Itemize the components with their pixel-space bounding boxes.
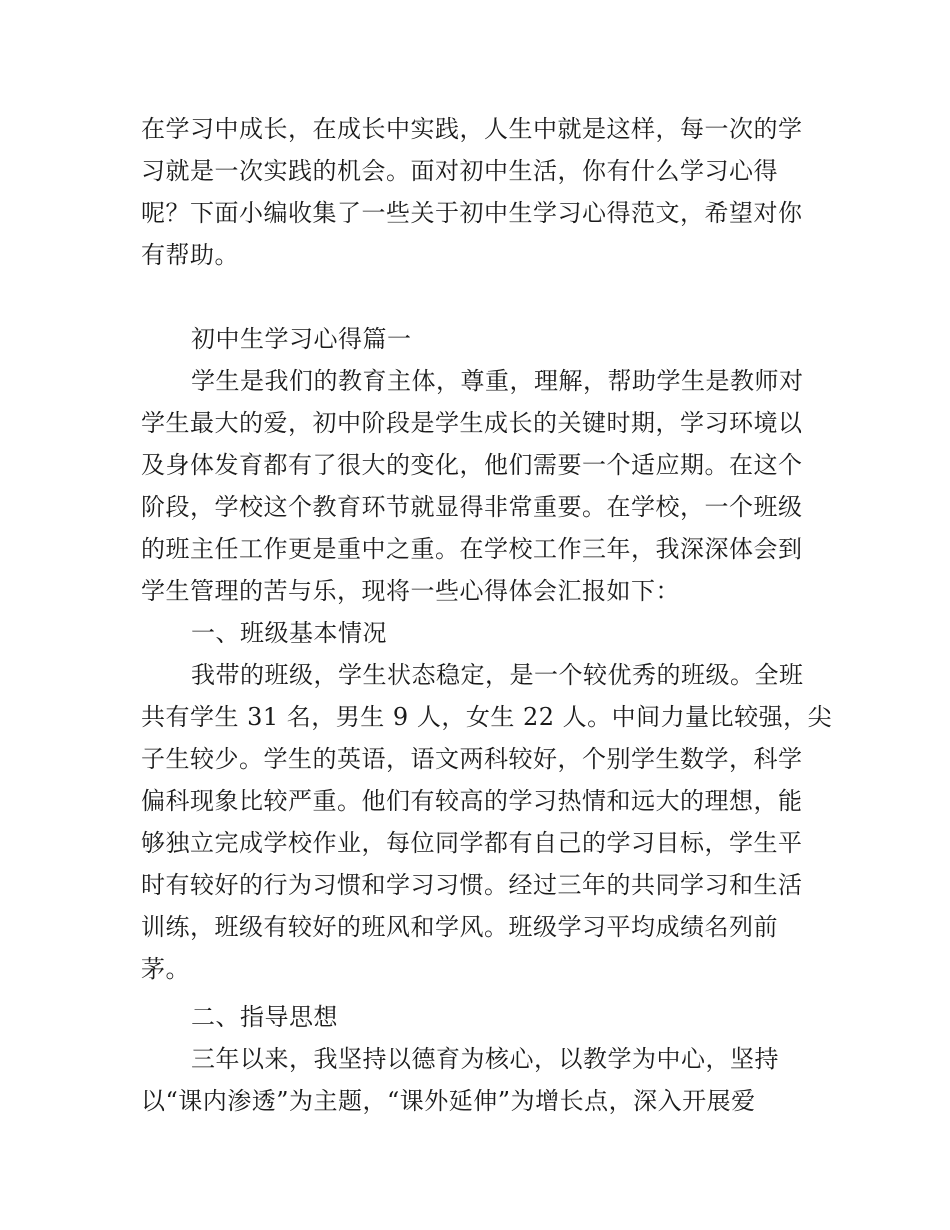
intro-line-3: 呢？下面小编收集了一些关于初中生学习心得范文，希望对你	[141, 199, 803, 227]
para1-line-3: 及身体发育都有了很大的变化，他们需要一个适应期。在这个	[141, 451, 803, 479]
para3-line-2: 以“课内渗透”为主题，“课外延伸”为增长点，深入开展爱	[141, 1087, 756, 1115]
para2-line-3: 子生较少。学生的英语，语文两科较好，个别学生数学，科学	[141, 745, 803, 773]
para2-line-2: 共有学生 31 名，男生 9 人，女生 22 人。中间力量比较强，尖	[141, 703, 833, 731]
para2-line-7: 训练，班级有较好的班风和学风。班级学习平均成绩名列前	[141, 913, 778, 941]
section-title: 初中生学习心得篇一	[191, 325, 412, 353]
intro-line-2: 习就是一次实践的机会。面对初中生活，你有什么学习心得	[141, 157, 778, 185]
para2-line-8: 茅。	[141, 955, 190, 983]
para2-line-6: 时有较好的行为习惯和学习习惯。经过三年的共同学习和生活	[141, 871, 803, 899]
para1-line-5: 的班主任工作更是重中之重。在学校工作三年，我深深体会到	[141, 535, 803, 563]
para1-line-6: 学生管理的苦与乐，现将一些心得体会汇报如下：	[141, 577, 680, 605]
intro-line-4: 有帮助。	[141, 241, 239, 269]
para2-line-5: 够独立完成学校作业，每位同学都有自己的学习目标，学生平	[141, 829, 803, 857]
heading-guiding-thought: 二、指导思想	[191, 1003, 338, 1031]
heading-class-situation: 一、班级基本情况	[191, 619, 387, 647]
para3-line-1: 三年以来，我坚持以德育为核心，以教学为中心，坚持	[191, 1045, 779, 1073]
para1-line-4: 阶段，学校这个教育环节就显得非常重要。在学校，一个班级	[141, 493, 803, 521]
intro-line-1: 在学习中成长，在成长中实践，人生中就是这样，每一次的学	[141, 115, 803, 143]
para2-line-4: 偏科现象比较严重。他们有较高的学习热情和远大的理想，能	[141, 787, 803, 815]
para2-line-1: 我带的班级，学生状态稳定，是一个较优秀的班级。全班	[191, 661, 804, 689]
para1-line-2: 学生最大的爱，初中阶段是学生成长的关键时期，学习环境以	[141, 409, 803, 437]
para1-line-1: 学生是我们的教育主体，尊重，理解，帮助学生是教师对	[191, 367, 804, 395]
